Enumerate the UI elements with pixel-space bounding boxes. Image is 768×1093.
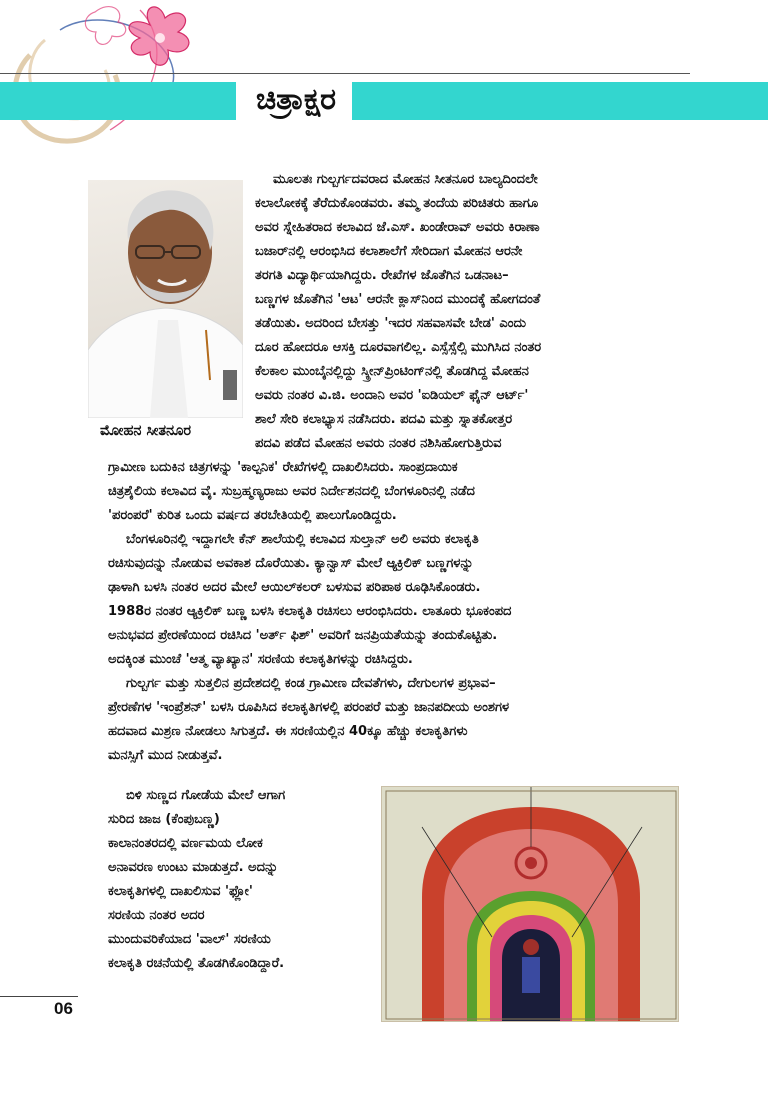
page-number: 06 [54,999,73,1018]
article-line: ಹದವಾದ ಮಿಶ್ರಣ ನೋಡಲು ಸಿಗುತ್ತದೆ. ಈ ಸರಣಿಯಲ್ಲಿನ 40ಕ್ಕೂ ಹೆಚ್ಚು ಕಲಾಕೃತಿಗಳು [108,724,468,739]
article-line: ಕಾಲಾನಂತರದಲ್ಲಿ ವರ್ಣಮಯ ಲೋಕ [108,836,263,851]
article-line: ಗ್ರಾಮೀಣ ಬದುಕಿನ ಚಿತ್ರಗಳನ್ನು 'ಕಾಲ್ಪನಿಕ' ರೇಖೆಗಳಲ್ಲಿ ದಾಖಲಿಸಿದರು. ಸಾಂಪ್ರದಾಯಿಕ [108,460,458,475]
article-line: ರಚಿಸುವುದನ್ನು ನೋಡುವ ಅವಕಾಶ ದೊರೆಯಿತು. ಕ್ಯಾನ್ವಾಸ್ ಮೇಲೆ ಆ್ಯಕ್ರಿಲಿಕ್ ಬಣ್ಣಗಳನ್ನು [108,556,474,571]
portrait-illustration [88,180,243,418]
article-line: ಬಜಾರ್‌ನಲ್ಲಿ ಆರಂಭಿಸಿದ ಕಲಾಶಾಲೆಗೆ ಸೇರಿದಾಗ ಮೋಹನ ಆರನೇ [255,244,523,259]
header-rule [0,73,690,74]
article-line: ಕಲಾಲೋಕಕ್ಕೆ ತೆರೆದುಕೊಂಡವರು. ತಮ್ಮ ತಂದೆಯ ಪರಿಚಿತರು ಹಾಗೂ [255,196,539,211]
article-line: ಬಿಳಿ ಸುಣ್ಣದ ಗೋಡೆಯ ಮೇಲೆ ಆಗಾಗ [126,788,286,803]
article-line: ತಡೆಯಿತು. ಅದರಿಂದ ಬೇಸತ್ತು 'ಇದರ ಸಹವಾಸವೇ ಬೇಡ' ಎಂದು [255,316,527,331]
article-line: ಅನಾವರಣ ಉಂಟು ಮಾಡುತ್ತದೆ. ಅದನ್ನು [108,860,279,875]
article-line: ಅನುಭವದ ಪ್ರೇರಣೆಯಿಂದ ರಚಿಸಿದ 'ಅರ್ತ್ ಫಿಶ್' ಅವರಿಗೆ ಜನಪ್ರಿಯತೆಯನ್ನು ತಂದುಕೊಟ್ಟಿತು. [108,628,498,643]
article-line: ಬೆಂಗಳೂರಿನಲ್ಲಿ ಇದ್ದಾಗಲೇ ಕೆನ್ ಶಾಲೆಯಲ್ಲಿ ಕಲಾವಿದ ಸುಲ್ತಾನ್ ಅಲಿ ಅವರು ಕಲಾಕೃತಿ [126,532,479,547]
article-line: ಅವರು ನಂತರ ವಿ.ಜಿ. ಅಂದಾನಿ ಅವರ 'ಐಡಿಯಲ್ ಫೈನ್ ಆರ್ಟ್' [255,388,529,403]
article-line: ಕೆಲಕಾಲ ಮುಂಬೈನಲ್ಲಿದ್ದು ಸ್ಕ್ರೀನ್‌ಪ್ರಿಂಟಿಂಗ್‌ನಲ್ಲಿ ತೊಡಗಿದ್ದ ಮೋಹನ [255,364,529,379]
article-line: ಮುಂದುವರಿಕೆಯಾದ 'ವಾಲ್' ಸರಣಿಯ [108,932,271,947]
article-line: ಪ್ರೇರಣೆಗಳ 'ಇಂಪ್ರೆಶನ್' ಬಳಸಿ ರೂಪಿಸಿದ ಕಲಾಕೃತಿಗಳಲ್ಲಿ ಪರಂಪರೆ ಮತ್ತು ಜಾನಪದೀಯ ಅಂಶಗಳ [108,700,510,715]
artwork-painting [381,786,679,1022]
header-banner-left [0,82,236,120]
article-line: ಅದಕ್ಕಿಂತ ಮುಂಚೆ 'ಆತ್ಮ ವ್ಯಾಖ್ಯಾನ' ಸರಣಿಯ ಕಲಾಕೃತಿಗಳನ್ನು ರಚಿಸಿದ್ದರು. [108,652,413,667]
header-banner-right [352,82,768,120]
article-block-closing [108,784,378,976]
article-line: ಕಲಾಕೃತಿ ರಚನೆಯಲ್ಲಿ ತೊಡಗಿಕೊಂಡಿದ್ದಾರೆ. [108,956,285,971]
article-line: 1988ರ ನಂತರ ಆ್ಯಕ್ರಿಲಿಕ್ ಬಣ್ಣ ಬಳಸಿ ಕಲಾಕೃತಿ ರಚಿಸಲು ಆರಂಭಿಸಿದರು. ಲಾತೂರು ಭೂಕಂಪದ [108,604,512,619]
portrait-photo [88,180,243,418]
article-line: 'ಪರಂಪರೆ' ಕುರಿತ ಒಂದು ವರ್ಷದ ತರಬೇತಿಯಲ್ಲಿ ಪಾಲುಗೊಂಡಿದ್ದರು. [108,508,397,523]
article-line: ದೂರ ಹೋದರೂ ಆಸಕ್ತಿ ದೂರವಾಗಲಿಲ್ಲ. ಎಸ್ಸೆಸ್ಸೆಲ್ಸಿ ಮುಗಿಸಿದ ನಂತರ [255,340,542,355]
floral-ornament-icon [0,0,230,150]
article-line: ತರಗತಿ ವಿದ್ಯಾರ್ಥಿಯಾಗಿದ್ದರು. ರೇಖೆಗಳ ಜೊತೆಗಿನ ಒಡನಾಟ– [255,268,509,283]
article-line: ಪದವಿ ಪಡೆದ ಮೋಹನ ಅವರು ನಂತರ ನಶಿಸಿಹೋಗುತ್ತಿರುವ [255,436,502,451]
article-line: ಮನಸ್ಸಿಗೆ ಮುದ ನೀಡುತ್ತವೆ. [108,748,223,763]
article-line: ಮೂಲತಃ ಗುಲ್ಬರ್ಗದವರಾದ ಮೋಹನ ಸೀತನೂರ ಬಾಲ್ಯದಿಂದಲೇ [273,172,538,187]
article-line: ಬಣ್ಣಗಳ ಜೊತೆಗಿನ 'ಆಟ' ಆರನೇ ಕ್ಲಾಸ್‌ನಿಂದ ಮುಂದಕ್ಕೆ ಹೋಗದಂತೆ [255,292,541,307]
artwork-illustration [382,787,679,1022]
article-line: ಶಾಲೆ ಸೇರಿ ಕಲಾಭ್ಯಾಸ ನಡೆಸಿದರು. ಪದವಿ ಮತ್ತು ಸ್ನಾತಕೋತ್ತರ [255,412,513,427]
article-block-main [108,456,678,768]
article-line: ಗುಲ್ಬರ್ಗ ಮತ್ತು ಸುತ್ತಲಿನ ಪ್ರದೇಶದಲ್ಲಿ ಕಂಡ ಗ್ರಾಮೀಣ ದೇವತೆಗಳು, ದೇಗುಲಗಳ ಪ್ರಭಾವ– [126,676,496,691]
article-line: ಅವರ ಸ್ನೇಹಿತರಾದ ಕಲಾವಿದ ಜೆ.ಎಸ್. ಖಂಡೇರಾವ್ ಅವರು ಕಿರಾಣಾ [255,220,540,235]
portrait-caption: ಮೋಹನ ಸೀತನೂರ [100,423,192,439]
footer-rule [0,996,78,997]
article-line: ಕಲಾಕೃತಿಗಳಲ್ಲಿ ದಾಖಲಿಸುವ 'ಫ್ಲೋ' [108,884,253,899]
article-line: ಸುರಿದ ಜಾಜ (ಕೆಂಪುಬಣ್ಣ) [108,812,220,827]
article-line: ಸರಣಿಯ ನಂತರ ಅದರ [108,908,205,923]
article-line: ಢಾಳಾಗಿ ಬಳಸಿ ನಂತರ ಅದರ ಮೇಲೆ ಆಯಿಲ್‌ಕಲರ್ ಬಳಸುವ ಪರಿಪಾಠ ರೂಢಿಸಿಕೊಂಡರು. [108,580,481,595]
article-block-intro [255,168,679,456]
article-line: ಚಿತ್ರಶೈಲಿಯ ಕಲಾವಿದ ವೈ. ಸುಬ್ರಹ್ಮಣ್ಯರಾಜು ಅವರ ನಿರ್ದೇಶನದಲ್ಲಿ ಬೆಂಗಳೂರಿನಲ್ಲಿ ನಡೆದ [108,484,475,499]
section-title: ಚಿತ್ರಾಕ್ಷರ [255,82,337,117]
